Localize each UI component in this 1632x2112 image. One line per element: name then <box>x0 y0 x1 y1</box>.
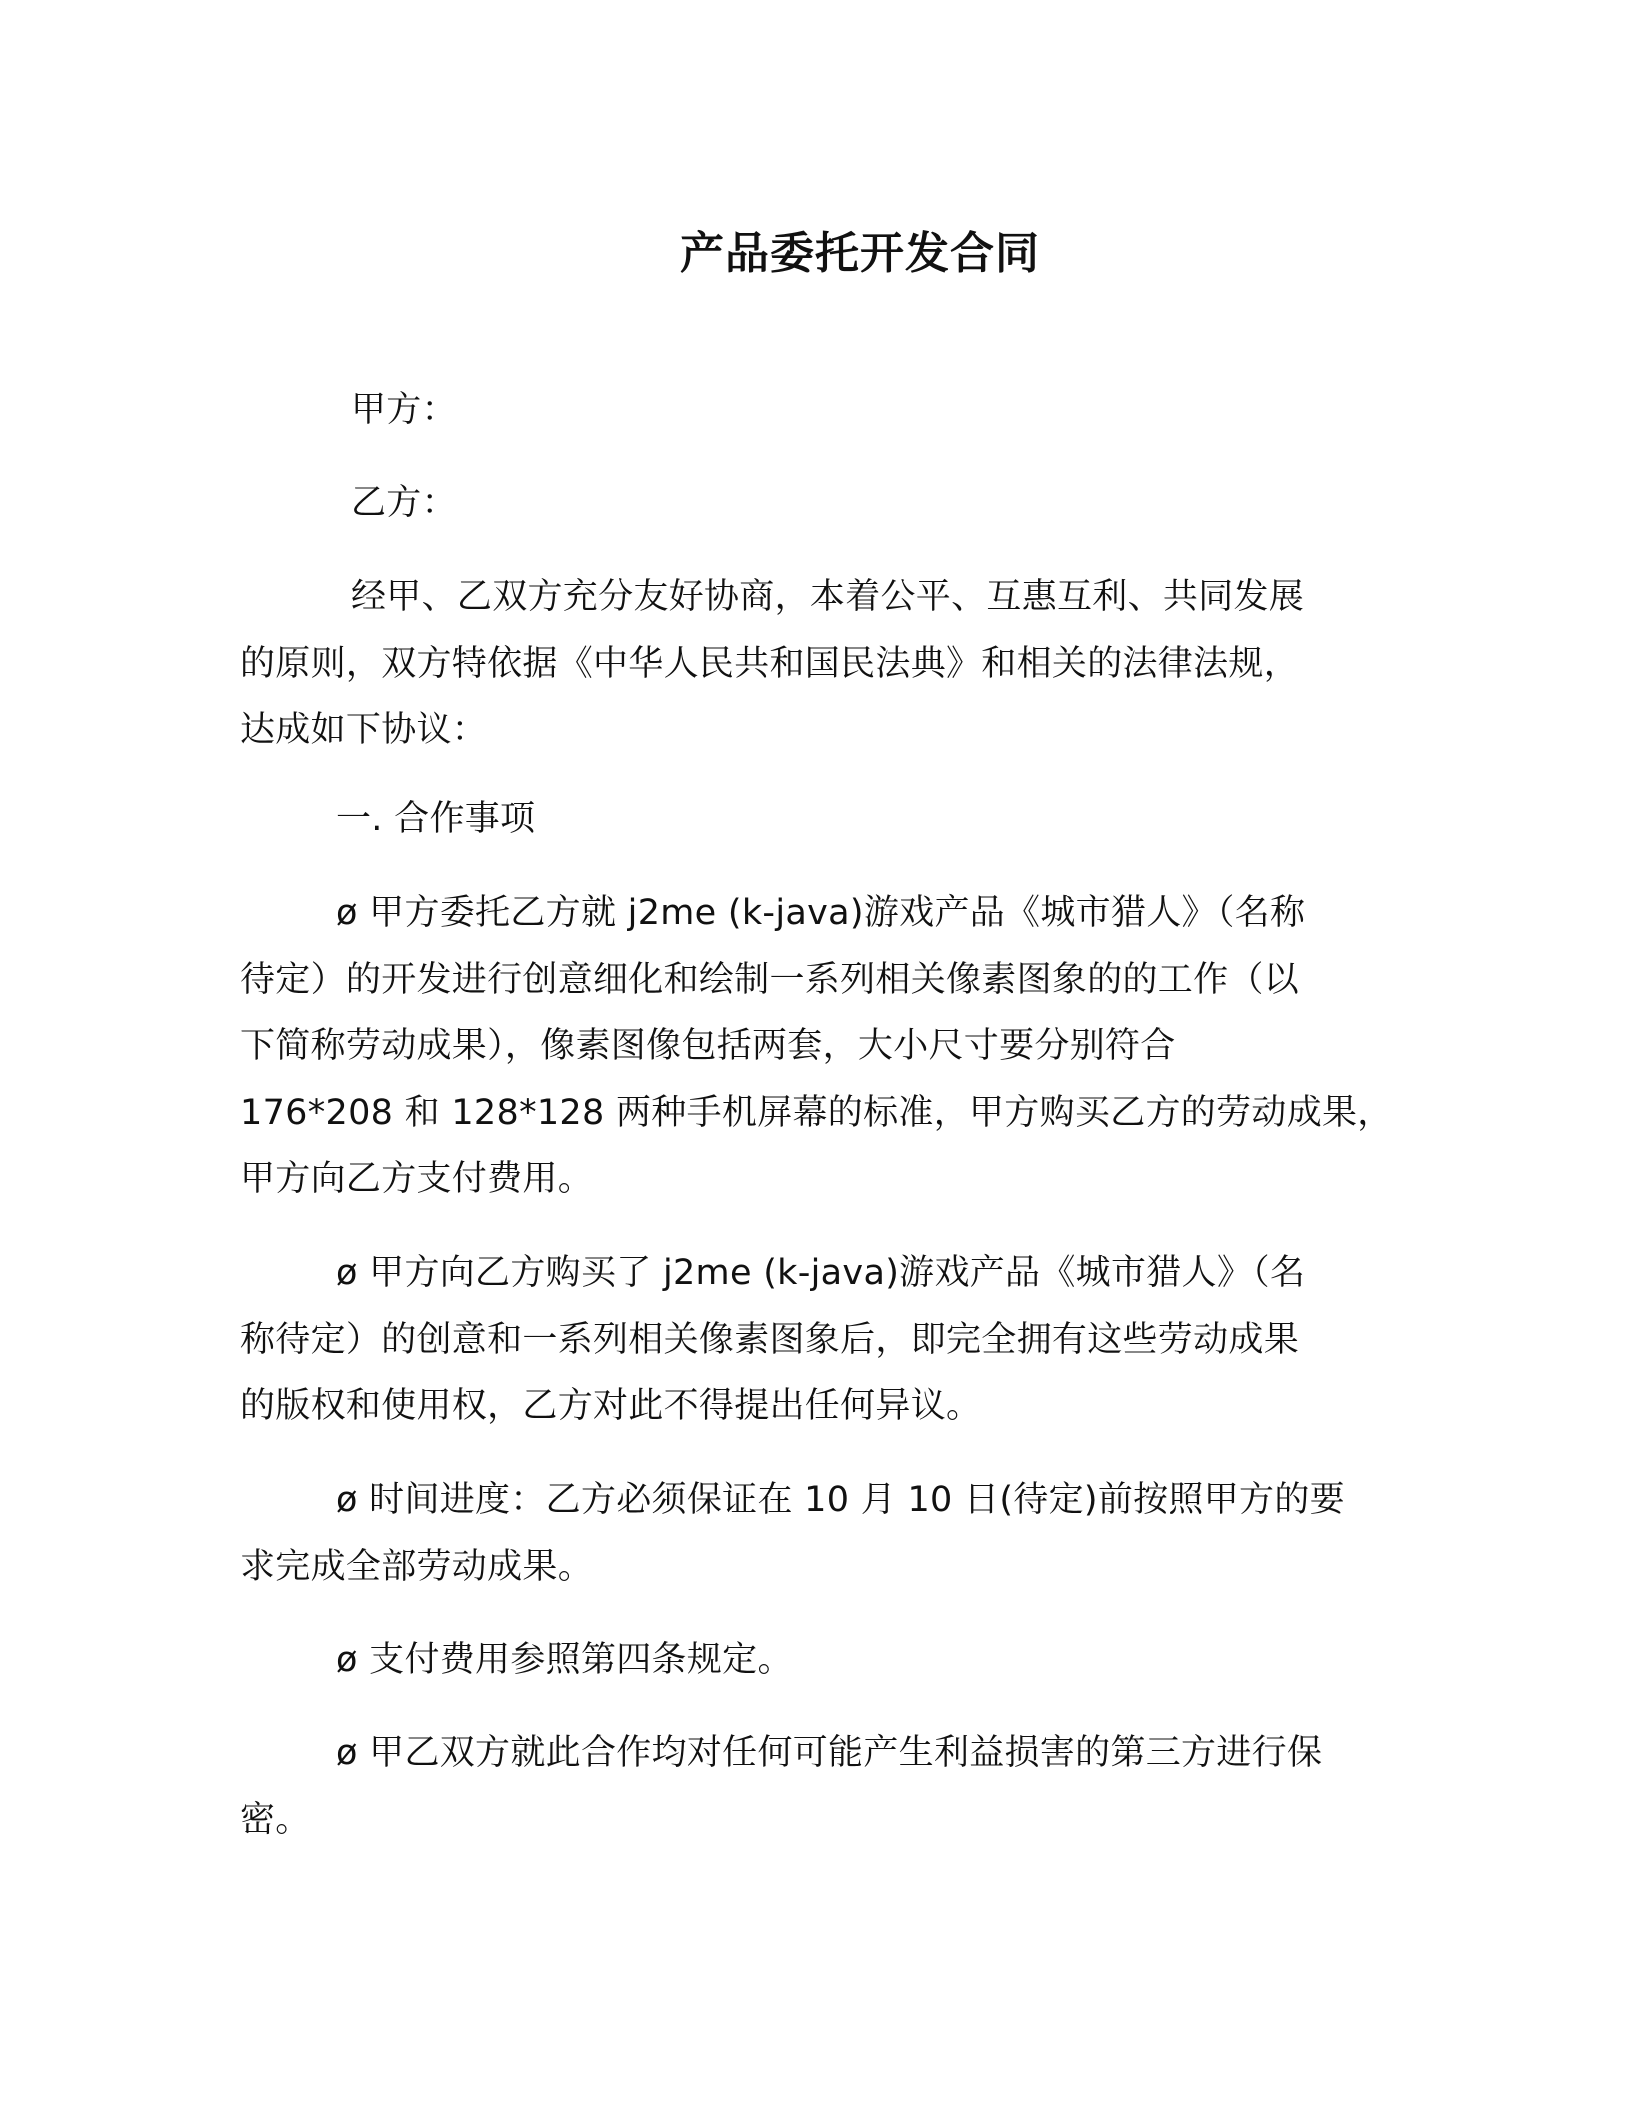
paragraph-line: 下简称劳动成果），像素图像包括两套，大小尺寸要分别符合 <box>240 1026 1176 1066</box>
section-heading-text: 一. 合作事项 <box>336 799 536 839</box>
paragraph-line: 甲方向乙方支付费用。 <box>240 1159 594 1199</box>
paragraph-line: 的原则，双方特依据《中华人民共和国民法典》和相关的法律法规， <box>240 643 1300 684</box>
party-b-line <box>240 470 1405 537</box>
list-item <box>240 1467 1405 1600</box>
document-title: 产品委托开发合同 <box>680 228 1040 279</box>
paragraph-line: ø 甲方委托乙方就 j2me (k-java)游戏产品《城市猎人》（名称 <box>336 893 1306 933</box>
paragraph-line: ø 时间进度：乙方必须保证在 10 月 10 日(待定)前按照甲方的要 <box>336 1480 1345 1520</box>
paragraph-line: 密。 <box>240 1799 311 1840</box>
paragraph-line: 176*208 和 128*128 两种手机屏幕的标准，甲方购买乙方的劳动成果， <box>240 1092 1393 1133</box>
paragraph-line: ø 甲乙双方就此合作均对任何可能产生利益损害的第三方进行保 <box>336 1733 1323 1773</box>
list-item <box>240 1720 1405 1853</box>
party-a-label: 甲方： <box>351 390 457 430</box>
paragraph-line: 称待定）的创意和一系列相关像素图象后，即完全拥有这些劳动成果 <box>240 1319 1300 1360</box>
paragraph-line: 待定）的开发进行创意细化和绘制一系列相关像素图象的的工作（以 <box>240 959 1300 1000</box>
party-b-label: 乙方： <box>351 483 457 523</box>
paragraph-line: 经甲、乙双方充分友好协商，本着公平、互惠互利、共同发展 <box>351 577 1305 617</box>
party-a-line <box>240 377 1405 444</box>
paragraph-line: 求完成全部劳动成果。 <box>240 1546 594 1587</box>
section-heading <box>240 786 1405 853</box>
intro-paragraph <box>240 564 1405 764</box>
list-item <box>240 1240 1405 1440</box>
list-item <box>240 1627 1405 1694</box>
paragraph-line: 达成如下协议： <box>240 710 488 750</box>
paragraph-line: ø 甲方向乙方购买了 j2me (k-java)游戏产品《城市猎人》（名 <box>336 1253 1306 1293</box>
paragraph-line: 的版权和使用权，乙方对此不得提出任何异议。 <box>240 1386 982 1426</box>
paragraph-line: ø 支付费用参照第四条规定。 <box>336 1640 793 1680</box>
list-item <box>240 880 1405 1213</box>
